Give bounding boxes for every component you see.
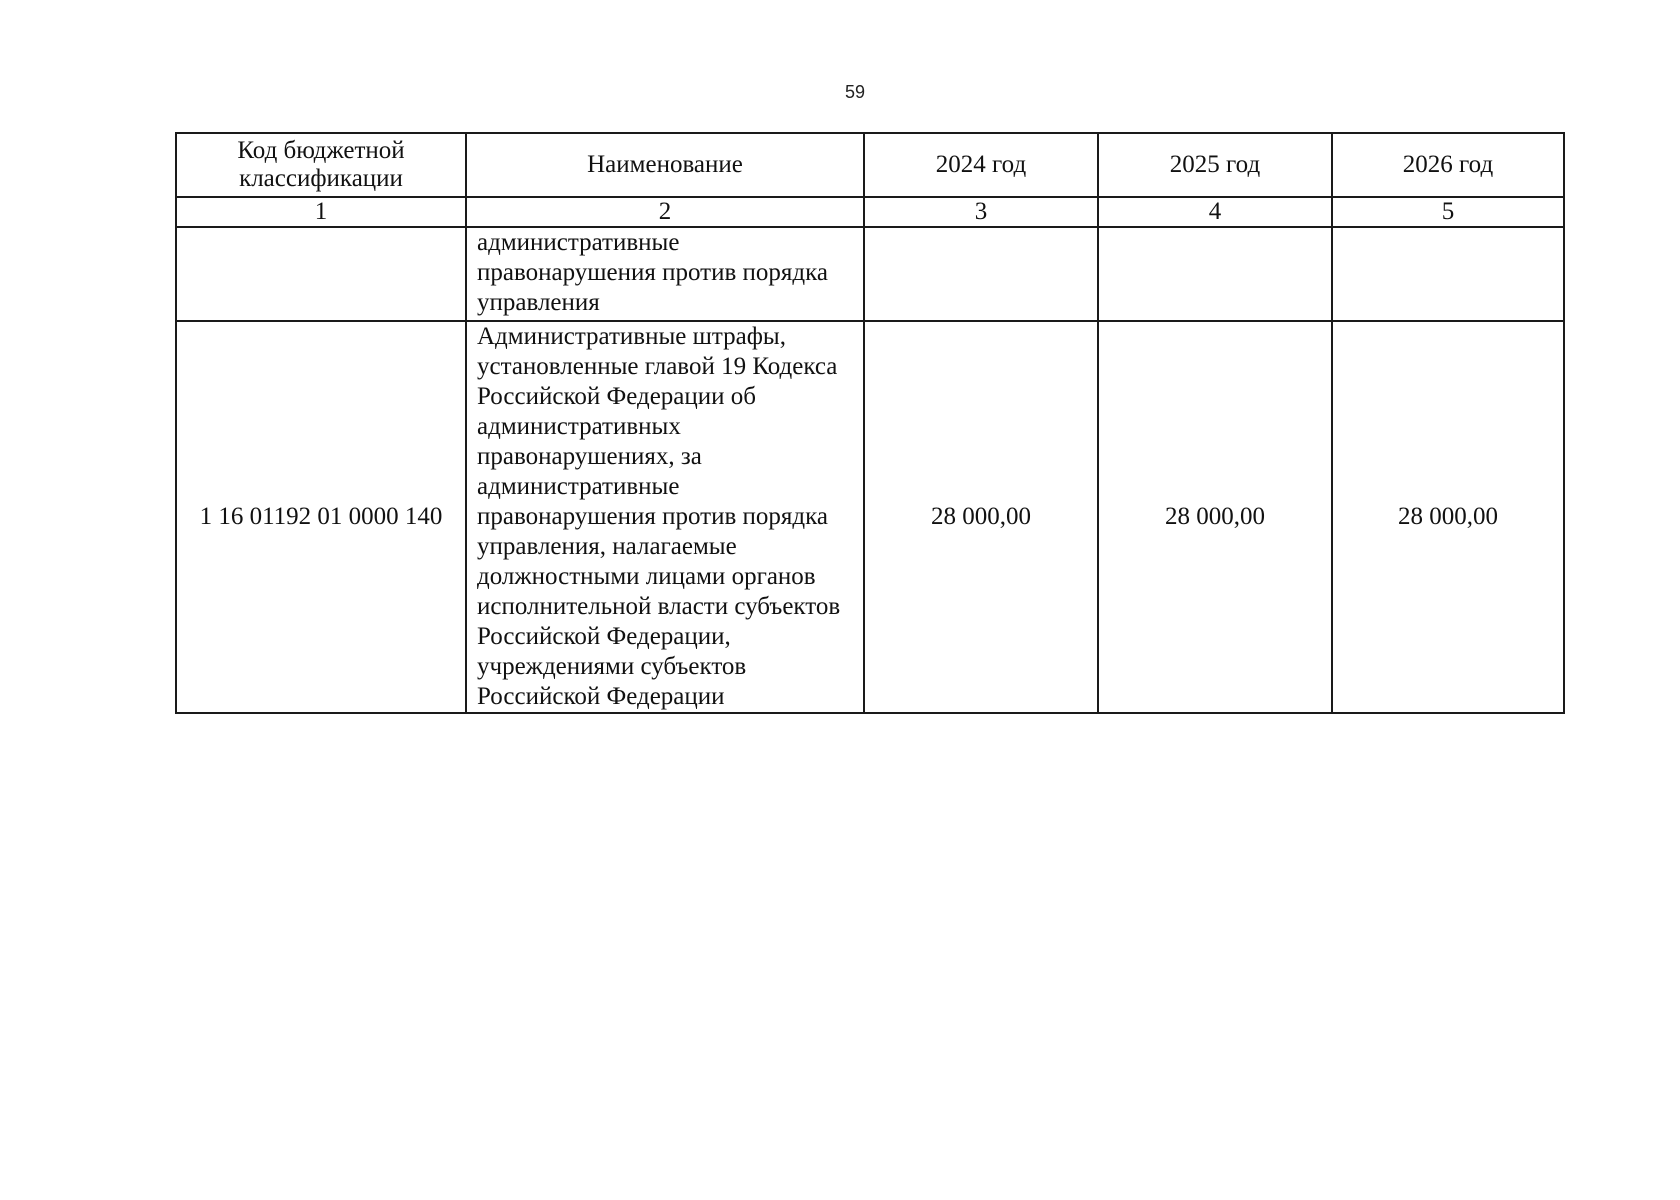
row-name: административные правонарушения против порядка управления <box>466 227 864 321</box>
row-code: 1 16 01192 01 0000 140 <box>176 321 466 713</box>
row-amount-2026 <box>1332 227 1564 321</box>
row-amount-2024: 28 000,00 <box>864 321 1098 713</box>
row-amount-2025: 28 000,00 <box>1098 321 1332 713</box>
page-number: 59 <box>844 82 866 102</box>
row-amount-2026: 28 000,00 <box>1332 321 1564 713</box>
row-amount-2024 <box>864 227 1098 321</box>
header-code: Код бюджетной классификации <box>176 133 466 197</box>
column-number: 1 <box>176 197 466 227</box>
column-number: 2 <box>466 197 864 227</box>
budget-table <box>175 132 1565 714</box>
row-code <box>176 227 466 321</box>
row-amount-2025 <box>1098 227 1332 321</box>
header-2026: 2026 год <box>1332 133 1564 197</box>
header-2024: 2024 год <box>864 133 1098 197</box>
column-number: 3 <box>864 197 1098 227</box>
table-row <box>176 321 1564 713</box>
column-number-row <box>176 197 1564 227</box>
row-name: Административные штрафы, установленные главой 19 Кодекса Российской Федерации об административных правонарушениях, за административные правонарушения против порядка управления, налагаемые должностными лицами органов исполнительной власти субъектов Российской Федерации, учреждениями субъектов Российской Федерации <box>466 321 864 713</box>
column-number: 4 <box>1098 197 1332 227</box>
header-name: Наименование <box>466 133 864 197</box>
header-2025: 2025 год <box>1098 133 1332 197</box>
table-header-row <box>176 133 1564 197</box>
column-number: 5 <box>1332 197 1564 227</box>
table-row <box>176 227 1564 321</box>
